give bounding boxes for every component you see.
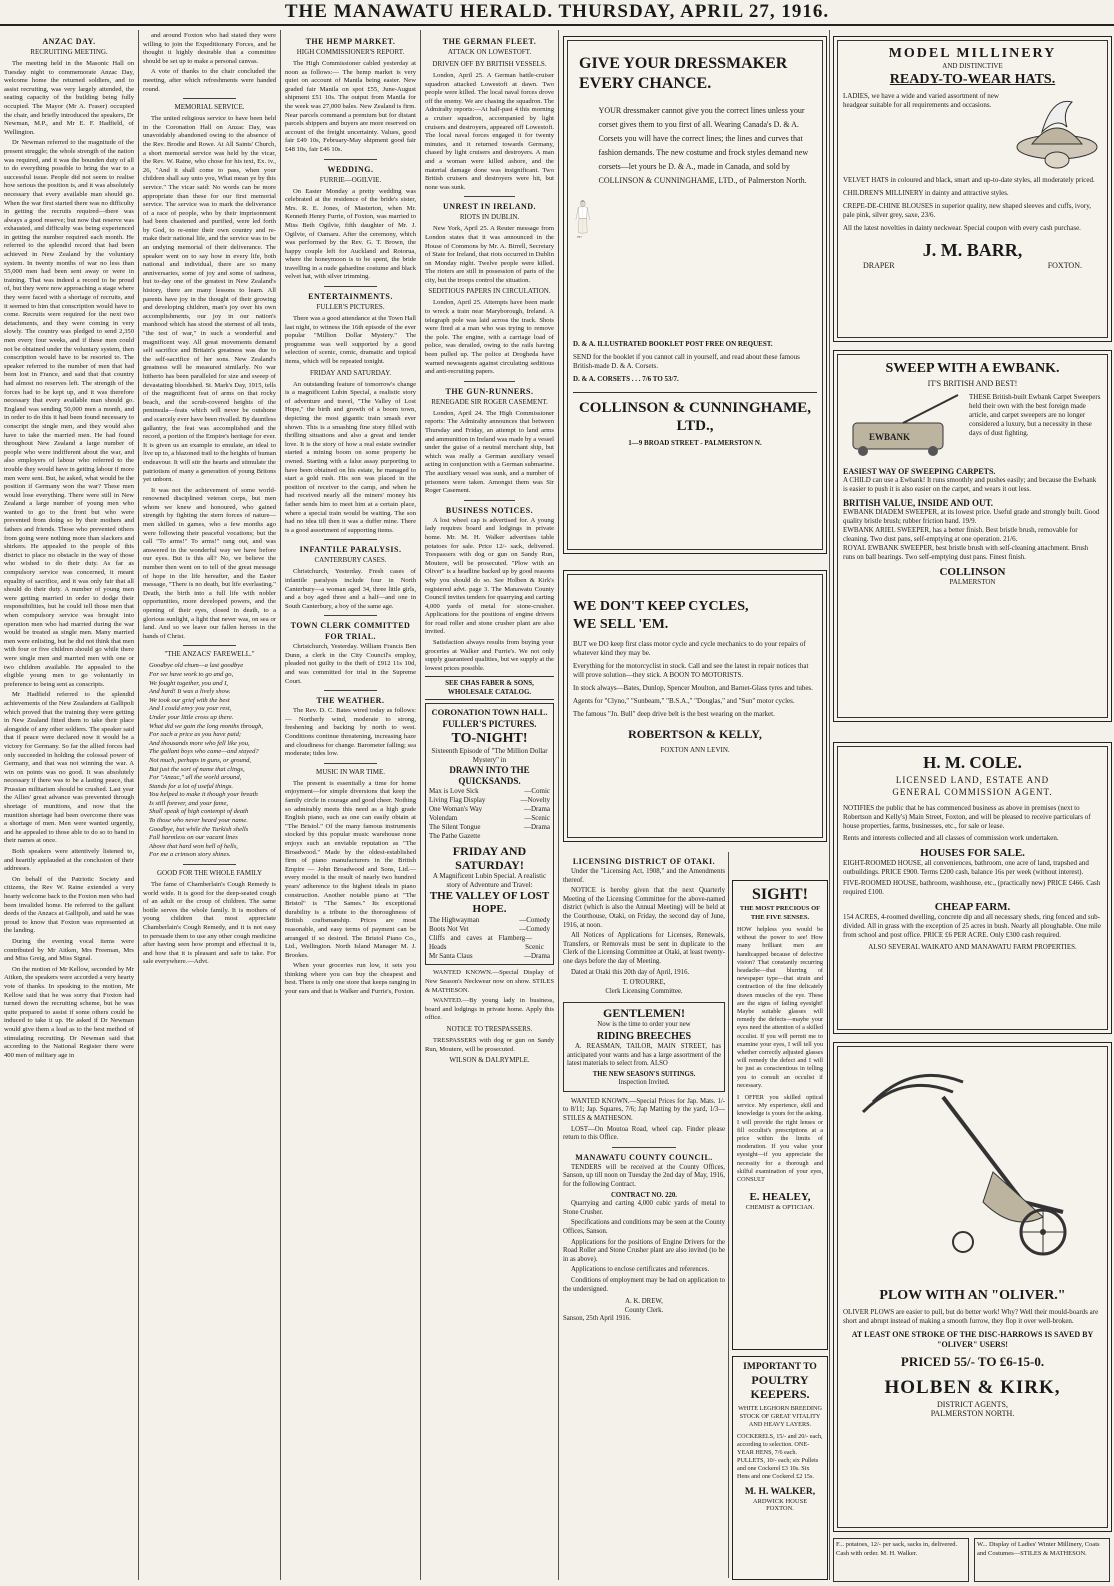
corset-figure-illustration (573, 104, 593, 334)
section-heading: HOUSES FOR SALE. (920, 847, 1025, 859)
listing: ALSO SEVERAL WAIKATO AND MANAWATU FARM PROPERTIES. (868, 943, 1077, 951)
ad-body: CHILDREN'S MILLINERY in dainty and attractive styles. (843, 189, 1009, 197)
ad-body: ROYAL EWBANK SWEEPER, best bristle brush with self-cleaning attachment. Brush runs on ball bearings. Two self-emptying dust pans. Finest finish. (843, 544, 1089, 561)
poem-line: For "Anzac," all the world around, (149, 774, 242, 782)
program-title: The Silent Tongue (429, 823, 481, 832)
ad-line: SEND for the booklet if you cannot call in yourself, and read about these famous British-made D. & A. Corsets. (573, 353, 800, 370)
masthead: THE MANAWATU HERALD. THURSDAY, APRIL 27, 1916. (0, 0, 1114, 26)
classified-ad: WANTED KNOWN.—Special Prices for Jap. Mats. 1/- to 8/11; Jap. Squares, 7/6; Jap Matting by the yard, 1/3—STILES & MATHESON. (563, 1097, 725, 1123)
classified-ad: WANTED.—By young lady in business, board and lodgings in private home. Apply this office. (425, 997, 554, 1022)
ad-body: NOTIFIES the public that he has commenced business as above in premises (next to Robertson and Kelly's) Main Street, Foxton, and will be pleased to receive particulars of house properties, farms, businesses, etc., for sale or lease. (843, 804, 1091, 830)
subheadline: DRIVEN OFF BY BRITISH VESSELS. (432, 60, 547, 68)
firm-name: E. HEALEY, (749, 1191, 811, 1204)
headline: THE GUN-RUNNERS. (445, 386, 534, 396)
firm-town: PALMERSTON (949, 578, 996, 586)
listing: FIVE-ROOMED HOUSE, bathroom, washhouse, etc., (practically new) PRICE £466. Cash required £100. (843, 879, 1101, 896)
poem-line: Under your little cross up there. (149, 713, 234, 721)
notices-column (563, 852, 725, 1578)
firm-name: COLLINSON (939, 566, 1006, 578)
program-title: Boots Not Vet (429, 925, 469, 934)
ad-body: EWBANK ARIEL SWEEPER, has a better finish. Best bristle brush, removable for cleaning. Two dust pans, self-emptying at one operation. 21/6. (843, 526, 1078, 543)
program-genre: —Scenic (525, 934, 544, 952)
ad-line: EASIEST WAY OF SWEEPING CARPETS. (843, 467, 996, 476)
ad-body: VELVET HATS in coloured and black, smart and up-to-date styles, all moderately priced. (843, 176, 1095, 184)
poem-line: Above that hard won hell of hells, (149, 842, 238, 850)
classified-ad: F... potatoes, 12/- per sack, sacks in, delivered. Cash with order. M. H. Walker. (833, 1538, 969, 1582)
firm-address: FOXTON. (766, 1505, 794, 1512)
tonight-banner: TO-NIGHT! (451, 731, 528, 747)
headline: WEDDING. (327, 164, 374, 174)
article-paragraph: Christchurch, Yesterday. Fresh cases of infantile paralysis include four in North Canterbury—a woman aged 34, three little girls, and a boy aged three and a half—and one in South Canterbury, a boy of the same age. (285, 568, 416, 610)
ad-body: HOW helpless you would be without the power to see! How many brilliant men are handicapped because of defective vision? That constantly recurring headache—that blurring of newspaper type—that strain and contraction of the fine delicately drawn muscles of the eye. These are the signs of failing eyesight! Maybe suitable glasses will remedy the defects—maybe your eyes need the attention of a skilled occulist. If you will permit me to examine your eyes, I will tell you whether correctly adjusted glasses will remedy the defect and I will be just as conscientious in telling you to consult an occulist if necessary. (737, 926, 823, 1089)
headline: ANZAC DAY. (42, 37, 96, 46)
column-rule (829, 30, 830, 1580)
classified-ad: W... Display of Ladies' Winter Millinery, Coats and Costumes—STILES & MATHESON. (974, 1538, 1110, 1582)
signature-title: County Clerk. (624, 1306, 664, 1314)
program-item (429, 952, 550, 961)
poem-line: And thousands more who fell like you, (149, 739, 250, 747)
ad-subheadline: THE MOST PRECIOUS OF THE FIVE SENSES. (739, 905, 821, 921)
column-rule (138, 30, 139, 1580)
firm-line (843, 261, 1102, 270)
notice-text: Applications for the positions of Engine Drivers for the Road Roller and Stone Crusher plant are also invited (to be in as above). (563, 1238, 725, 1263)
divider (324, 615, 376, 616)
cinema-name: FULLER'S PICTURES. (442, 719, 537, 730)
program-item (429, 814, 550, 823)
divider (324, 690, 376, 691)
headline: UNREST IN IRELAND. (442, 202, 537, 212)
plow-ad (833, 1042, 1112, 1532)
ad-headline: POULTRY (751, 1373, 809, 1387)
episode-line: Sixteenth Episode of "The Million Dollar Mystery" in (431, 747, 548, 765)
program-item (429, 832, 550, 841)
ad-line: D. & A. ILLUSTRATED BOOKLET POST FREE ON REQUEST. (573, 340, 773, 348)
land-agent-ad (833, 742, 1112, 1034)
price-line: D. & A. CORSETS . . . 7/6 TO 53/7. (573, 375, 679, 383)
feature-title: DRAWN INTO THE QUICKSANDS. (449, 765, 530, 787)
ad-line: AT LEAST ONE STROKE OF THE DISC-HARROWS IS SAVED BY "OLIVER" USERS! (851, 1330, 1094, 1349)
ad-body: WHITE LEGHORN BREEDING STOCK OF GREAT VITALITY AND HEAVY LAYERS. (738, 1405, 822, 1428)
firm-town: PALMERSTON NORTH. (930, 1409, 1015, 1418)
article-paragraph: A vote of thanks to the chair concluded the meeting, after which refreshments were handed round. (143, 68, 276, 93)
article-paragraph: It was not the achievement of some world-renowned disciplined veteran corps, but men whom we knew and honoured, who gained strength by fighting the stern forces of nature—men skilled in games, who a few months ago were following their peaceful vocations; but the call "To arms!" To arms!" rang out, and was answered in the wonderful way we have before our eyes. But is this all? No, we believe the number then went on to tell of the great message of hope in the life hereafter, and the Easter message, "There is no death, but life everlasting." Death, the birth into a full life with nobler opportunities, more developed powers, and the opening of their eyes, closed in death, to a glorious sunlight, a light that never was, on sea or land. And so we leave our fallen heroes in the hands of Christ. (143, 486, 276, 640)
divider (183, 98, 236, 99)
headline: LICENSING DISTRICT OF OTAKI. (572, 857, 716, 866)
program-title: Max is Love Sick (429, 787, 479, 796)
poem-line: Fall harmless on our vacant lines (149, 834, 238, 842)
notice-text: Dated at Otaki this 20th day of April, 1916. (571, 968, 690, 976)
article-paragraph: The united religious service to have been held in the Coronation Hall on Anzac Day, was unavoidably abandoned owing to the absence of the Rev. Brodie and Rowe. At All Saints' Church, a short memorial service was held by the vicar, the Rev. W. Raine, who chose for his text, Ex. iv., 26, "And it shall come to pass, when your children shall say unto you, What mean ye by this service." The vicar said: No words can be more appropriate than these for our first memorial service. The service was to mark the deliverance of a race of people, who by their imprisonment had been chastened and purified, were led forth by God, to re-enter their own country and re-make their national life, and the service was to be an undying memorial of their deliverance. The speaker went on to say how in every life, both national and individual, there are so many anniversaries, some of joy and some of sadness, but to-day one of the greatest in New Zealand's history, there are many lessons to learn. All parents have joy in the thought of their growing and developing children, man's joy over his own accomplishments, our joy in our nation's manhood which has stood the sternest of all tests, "the test of war," in such a wonderful and magnificent way. All great movements demand self sacrifice and Britain's greatness was due to the self-sacrifice of her sons. New Zealand's greatness will be measured similarly. No war hitherto has been paralleled for size and sweep of devastating bloodshed. St. Mark's Day, 1915, tells of the magnificent feat of arms on that rocky beach, and the scrub-covered heights of the peninsula—feats which will never be outshone and scarcely ever have been rivalled. By dauntless gallantry, the feat was accomplished and the record, a portion of the Empire's heritage for ever. It is given us an example to emulate, an ideal to live up to, a blazoned trail to the heights of human endeavour. It will stir the hearts and stimulate the patriotism of many a generation of young Britons yet unborn. (143, 115, 276, 484)
ad-body: All the latest novelties in dainty neckwear. Special coupon with every cash purchase. (843, 224, 1081, 232)
program-title: Cliffs and caves at Flamberg Heads (429, 934, 526, 952)
firm-role: CHEMIST & OPTICIAN. (745, 1204, 815, 1212)
ad-headline: RIDING BREECHES (596, 1030, 692, 1042)
article-paragraph: London, April 25. A German battle-cruiser squadron attacked Lowestoft at dawn. Two people were killed. The local naval forces drove off the enemy. We are chasing the squadron. The Admiralty reports:—At half-past 4 this morning a cruiser squadron, accompanied by light cruisers and destroyers, appeared off Lowestoft. The local naval forces engaged it for twenty minutes, and it returned towards Germany, chased by light cruisers and destroyers. A man and a woman were killed ashore, and the material damage done was insignificant. Two British cruisers and destroyers were hit, but none was sunk. (425, 72, 554, 191)
ad-headline: GIVE YOUR DRESSMAKER EVERY CHANCE. (579, 55, 788, 92)
column-memorial (143, 32, 276, 1580)
ad-headline: WE SELL 'EM. (573, 617, 669, 632)
ad-subheadline: GENERAL COMMISSION AGENT. (892, 787, 1053, 797)
subheadline: CANTERBURY CASES. (314, 556, 387, 565)
firm-town: FOXTON. (1047, 261, 1082, 270)
ad-body: THESE British-built Ewbank Carpet Sweepers held their own with the best foreign made article, and carpet sweepers are no longer considered a luxury, but a necessity in these days of dust fighting. (969, 393, 1101, 437)
poem-line: We took our grief with the best (149, 696, 230, 704)
classified-ad: LOST—On Moutoa Road, wheel cap. Finder please return to this Office. (563, 1125, 725, 1142)
divider (183, 645, 236, 646)
subheadline: MEMORIAL SERVICE. (174, 103, 245, 112)
firm-name: ROBERTSON & KELLY, (628, 727, 762, 741)
poultry-ad (732, 1356, 828, 1580)
notice-text: NOTICE is hereby given that the next Quarterly Meeting of the Licensing Committee for the above-named district (which is also the Annual Meeting) will be held at the Courthouse, Otaki, on Friday, the second day of June, 1916, at noon. (563, 887, 725, 929)
article-paragraph: A lost wheel cap is advertised for. A young lady requires board and lodgings in private home. Mr. M. H. Walker advertises table potatoes for sale. Price 12/- sack, delivered. Trespassers with dog or gun on Sandy Run, Moutere, will be prosecuted. "Plow with an Oliver" is a headline backed up by good reasons why you should do so. See Holben & Kirk's registered advt. page 3. The Manawatu County Council invites tenders for quarrying and carting 4,000 yards of metal for stone-crusher. Applications for the positions of engine drivers for road roller and stone crusher plant are also invited. (425, 516, 554, 636)
ad-headline: WE DON'T KEEP CYCLES, (573, 599, 749, 614)
article-paragraph: Satisfaction always results from buying your groceries at Walker and Furrie's. We not only supply guaranteed qualities, but we supply at the lowest prices possible. (425, 639, 554, 672)
ad-body: YOUR dressmaker cannot give you the correct lines unless your corset gives them to you first of all. Wearing Canada's D. & A. Corsets you will have the correct lines; the lines and curves that fashion demands. The new costume and frock styles demand new corsets—let yours be D. & A., made in Canada, and sold by COLLINSON & CUNNINGHAME, LTD., of Palmerston North. (598, 106, 809, 185)
ad-body: OLIVER PLOWS are easier to pull, but do better work! Why? Well their mould-boards are short and abrupt instead of making a smooth furrow, they flop it over well-broken. (843, 1308, 1099, 1325)
ad-body: EWBANK DIADEM SWEEPER, at its lowest price. Useful grade and strongly built. Good quality bristle brush; rubber friction band. 19/9. (843, 508, 1100, 525)
carpet-sweeper-illustration (843, 393, 963, 463)
ad-headline: SIGHT! (751, 886, 808, 903)
headline: ENTERTAINMENTS. (308, 292, 393, 302)
article-paragraph: Both speakers were attentively listened to, and heartily applauded at the conclusion of their addresses. (4, 848, 134, 873)
ad-headline: AND DISTINCTIVE (942, 62, 1003, 70)
article-paragraph: The meeting held in the Masonic Hall on Tuesday night to commemorate Anzac Day, welcome home the returned soldiers, and to assist recruiting, was very largely attended, the seating capacity of the building being fully occupied. The Mayor (Mr A. Fraser) occupied the chair, and briefly introduced the speakers, Dr Newman, M.P., and Mr E. F. Hadfield, of Wellington. (4, 60, 134, 136)
program-item (429, 823, 550, 832)
program-item (429, 805, 550, 814)
article-paragraph: Mr Hadfield referred to the splendid achievements of the New Zealanders at Gallipoli which proved that the training they were getting in New Zealand fitted them to take their place alongside of any other soldiers. The speaker said that if peace were declared now it would be a victory for Germany. So far the allied forces had only succeeded in holding the colossal power of Germany, and that was not winning the war. A win on points was no good. It was absolutely necessary if there was to be a lasting peace, that Prussian militarism should be crushed. Last year the Allies' great advance was prevented through shortage of munitions, and now that the munition shortage had been overcome there was a shortage of men. Men were wanted urgently, and he appealed to those able to do so to band in their names at once. (4, 691, 134, 845)
firm-address: ARDWICK HOUSE (752, 1498, 808, 1505)
ad-headline: KEEPERS. (750, 1387, 810, 1401)
divider (464, 500, 516, 501)
contract-number: CONTRACT NO. 220. (611, 1191, 677, 1199)
article-paragraph: On behalf of the Patriotic Society and citizens, the Rev W. Raine extended a very hearty welcome back to the Foxton men who had been invalided home. He referred to the gallant deeds of the Anzacs at Gallipoli, and said he was proud to know that Foxton was represented at the landing. (4, 875, 134, 935)
corset-ad (563, 36, 827, 554)
program-item (429, 925, 550, 934)
special-line: A Magnificent Lubin Special. A realistic story of Adventure and Travel: (432, 872, 547, 890)
headline: TOWN CLERK COMMITTED FOR TRIAL. (290, 621, 411, 642)
signature: A. K. DREW, (625, 1298, 663, 1306)
article-paragraph: New York, April 25. A Reuter message from London states that it was announced in the House of Commons by Mr. A. Birrell, Secretary of State for Ireland, that riots occurred in Dublin on Monday night. Twelve people were killed. The rioters are still in possession of parts of the city, but the troops control the situation. (425, 225, 554, 284)
pictures-ad (425, 703, 554, 965)
poem-line: The gallant boys who came—and stayed? (149, 748, 259, 756)
divider (464, 381, 516, 382)
program-item (429, 796, 550, 805)
ad-line: BRITISH VALUE, INSIDE AND OUT. (843, 498, 994, 508)
ewbank-ad (833, 350, 1112, 722)
program-genre: —Comedy (519, 916, 550, 925)
notice-text: Conditions of employment may be had on application to the undersigned. (563, 1276, 725, 1293)
millinery-ad (833, 36, 1112, 342)
breeches-ad (563, 1002, 725, 1092)
poem-line: And hard! It was a lively show. (149, 688, 231, 696)
firm-name: J. M. BARR, (922, 240, 1023, 260)
column-rule (728, 852, 729, 1578)
subheadline: RIOTS IN DUBLIN. (459, 213, 520, 222)
listing: EIGHT-ROOMED HOUSE, all conveniences, bathroom, one acre of land, trapshed and outbuildings. PRICE £900. Terms £200 cash, balance 16s per week (without interest). (843, 859, 1089, 876)
feature-title: THE VALLEY OF LOST HOPE. (429, 890, 550, 916)
headline: THE GERMAN FLEET. (442, 37, 537, 46)
poem-line: Goodbye, but while the Turkish shells (149, 825, 249, 833)
poem-line: But just the sort of name that clings, (149, 765, 245, 773)
headline: BUSINESS NOTICES. (445, 505, 534, 515)
firm-name: COLLINSON & CUNNINGHAME, LTD., (573, 392, 817, 435)
headline: MANAWATU COUNTY COUNCIL. (575, 1152, 713, 1162)
ad-headline: SWEEP WITH A EWBANK. (885, 361, 1060, 376)
column-rule (420, 30, 421, 1580)
article-paragraph: The High Commissioner cabled yesterday at noon as follows:— The hemp market is very quiet on account of Manila being easier. New graded fair Manila on spot £55, June-August shipment £51 10s. The output from Manila for the week was 27,000 bales. New Zealand is firm. Near parcels command a premium but for distant parcels shippers and buyers are more reserved on account of the freight uncertainty. Values, good fair £49 10s, February-May shipment good fair £48 10s, fair £46 10s. (285, 60, 416, 153)
firm-address: FOXTON ANN LEVIN. (660, 746, 730, 754)
ad-body: LADIES, we have a wide and varied assortment of new headgear suitable for all requirements and occasions. (843, 92, 999, 109)
article-paragraph: On Easter Monday a pretty wedding was celebrated at the residence of the bride's sister, Mrs. R. E. Jones, of Masterton, when Mr. Kenneth Henry Furrie, of Foxton, was married to Miss Beth Ogilvie, fifth daughter of Mr. J. Ogilvie, of Oamaru. After the ceremony, which was performed by the Rev. G. T. Brown, the happy couple left for Auckland and Rotorua, where the honeymoon is to be spent, the bride travelling in a nude gabardine costume and black velvet hat, with silver trimming. (285, 187, 416, 281)
venue-name: CORONATION TOWN HALL. (431, 707, 548, 718)
subheadline: FRIDAY AND SATURDAY. (310, 368, 391, 377)
poem (143, 662, 276, 860)
subheadline: RECRUITING MEETING. (30, 48, 108, 56)
article-paragraph: An outstanding feature of tomorrow's change is a magnificent Lubin Special, a realistic story of adventure and travel, "The Valley of Lost Hope," the birth and growth of a boom town, depicting the most gigantic train smash ever shown. This is a smashing fine story filled with thrilling situations and also a great and tender love. It is the story of how a real estate swindler started a mining boom on some property he owned. Starting with a false assay purporting to have been obtained on his estate, he managed to start a gold rush. His son was placed in the position of receiver to the camp, and when he had received nearly all the miners' money his father sends him to meet him at a certain place, where a special train would be waiting. The son had no idea till then it was a duffer mine. There is a good assortment of supporting items. (285, 380, 416, 534)
ad-subheadline: IT'S BRITISH AND BEST! (927, 379, 1018, 388)
poem-line: For me a crimson story shines. (149, 851, 231, 859)
headline: INFANTILE PARALYSIS. (299, 545, 402, 555)
program-genre: —Comedy (519, 925, 550, 934)
ad-headline: MODEL MILLINERY (888, 46, 1057, 61)
weekend-banner: FRIDAY AND SATURDAY! (452, 844, 527, 873)
poem-line: For such a price as you have paid; (149, 731, 242, 739)
ad-body: Rents and interests collected and all classes of commission work undertaken. (843, 834, 1059, 842)
notice-text: Under the "Licensing Act, 1908," and the Amendments thereof. (563, 868, 725, 884)
ad-body: I OFFER you skilled optical service. My experience, skill and knowledge is yours for the asking. I will provide the right lenses or fill occulist's prescriptions at a price within the limits of moderation. If you value your eyesight—if you appreciate the necessity for a thorough and skilful examination of your eyes, CONSULT (737, 1094, 823, 1184)
notice-text: Specifications and conditions may be seen at the County Offices, Sanson. (563, 1219, 725, 1235)
article-paragraph: There was a good attendance at the Town Hall last night, to witness the 16th episode of the ever popular "Million Dollar Mystery." The programme was well supported by a good selection of scenic, comic, dramatic and topical items, which will be repeated tonight. (285, 315, 416, 366)
notice-text: TENDERS will be received at the County Offices, Sanson, up till noon on Tuesday the 2nd day of May, 1916, for the following Contract. (563, 1163, 725, 1189)
divider (324, 539, 376, 540)
poem-line: Stands for a lot of useful things. (149, 782, 234, 790)
poem-line: For we have work to go and go, (149, 670, 234, 678)
poem-line: You helped to make it though your breath (149, 791, 258, 799)
subheadline: MUSIC IN WAR TIME. (316, 767, 385, 776)
program-genre: —Drama (523, 952, 550, 961)
divider (612, 1147, 677, 1148)
firm-role: DRAPER (863, 261, 895, 270)
notice-text: Applications to enclose certificates and references. (571, 1266, 710, 1274)
signature-title: Clerk Licensing Committee. (605, 987, 683, 995)
ad-body: A CHILD can use a Ewbank! It runs smoothly and pushes easily; and because the Ewbank is easier to push it is also easier on the carpet, and wears it out less. (843, 476, 1097, 493)
program-genre: —Comic (524, 787, 550, 796)
optician-ad (732, 880, 828, 1350)
program-title: The Pathe Gazette (429, 832, 481, 841)
firm-role: DISTRICT AGENTS, (937, 1400, 1008, 1409)
notice-text: All Notices of Applications for Licenses, Renewals, Transfers, or Removals must be sent in duplicate to the Clerk of the Licensing Committee at Otaki, at least twenty-one days before the day of Meeting. (563, 932, 725, 965)
ad-body: CREPE-DE-CHINE BLOUSES in superior quality, new shaped sleeves and cuffs, ivory, pale pink, silver grey, saxe, 23/6. (843, 202, 1092, 219)
ad-headline: IMPORTANT TO (743, 1362, 817, 1372)
poem-line: To those who never heard your name. (149, 817, 248, 825)
ad-body: BUT we DO keep first class motor cycle and cycle mechanics to do your repairs of whatever kind they may be. (573, 640, 806, 657)
article-paragraph: On the motion of Mr Kellow, seconded by Mr Aitken, the speakers were accorded a very hearty vote of thanks. In speaking to the motion, Mr Kellow said that he was sorry that Foxton had turned down the recruiting scheme, but he was quite prepared to assist if some others could be induced to take it up. He asked if Dr Newman would give them a lead as to the best method of stimulating recruiting. Dr Newman said that according to the National Register there were 400 men of military age in (4, 965, 134, 1059)
subheadline: "THE ANZACS' FAREWELL." (164, 650, 255, 659)
brand-name: EWBANK (869, 432, 911, 442)
column-news (285, 32, 416, 1580)
program-genre: —Novelty (520, 796, 550, 805)
ad-headline: GENTLEMEN! (602, 1006, 685, 1021)
article-paragraph: and around Foxton who had stated they were willing to join the Expeditionary Forces, and he thought it highly desirable that a committee should be set up to make a personal canvas. (143, 32, 276, 65)
signature: WILSON & DALRYMPLE. (449, 1056, 530, 1065)
poem-line: We fought together, you and I, (149, 679, 229, 687)
program-list (429, 916, 550, 961)
program-genre: —Drama (523, 805, 550, 814)
divider (324, 763, 376, 764)
article-paragraph: Dr Newman referred to the magnitude of the present struggle; the whole strength of the nation was required, and it was the bounden duty of all to do everything possible to bring the war to a successful issue. People did not seem to realise how serious the position is, and it was absolutely necessary that every available man should go. When the war first started there was no difficulty in getting the recruits required—there was always a good reserve; but now that reserve was exhausted, and difficulty was being experienced in getting the number required each month. He referred to the splendid record that had been achieved in New Zealand by the voluntary system. In twenty months of war no less than 55,000 men had been sent away or were in training. That was indeed a record to be proud of, but they were now approaching a stage where they were faced with a shortage of recruits, and it seemed to him that conscription would have to come. Recruits were required for the next two detachments, and they were coming in very slowly. The country was pledged to send 2,350 men every four weeks, and if these men could not be obtained under the voluntary system, then conscription would have to be resorted to. The speaker referred to the number of men that had been lost in France, and said that that country had almost no reserves left. The strength of the forces had to be kept up, and it was therefore necessary that every available man should go. England was sending 50,000 men a month, and in order to do this it had been found necessary to conscript the single men, and they would also have to take the married men. He had found throughout New Zealand a large number of people who were indifferent about the war, and also employers of labour who referred to the trouble they would have in getting labour if more men were sent. But, he asked, what would be the position if Germany won the war? These men would lose everything. There were still in New Zealand a large number of young men who wanted to go to the front but who were prevented from doing so by their mothers and fathers and friends. Those who prevented others from going were nothing more than slackers and shirkers. He appealed to the people of this district to place no obstacle in the way of those who wished to do their duty. As far as compulsory service was concerned, it meant equality of sacrifice, and it was only fair that all should do their duty. A number of young men were getting married in order to dodge their responsibilities, but he could tell those men that when compulsory service was brought into operation men who had married during the war would be treated as single men. Many married men were enlisting, but he did not think that men with four or five children should go while there were single men and married men with one or two children available. He appealed to the eligible young men to go voluntarily in preference to being sent as conscripts. (4, 139, 134, 688)
divider (324, 286, 376, 287)
program-list (429, 787, 550, 841)
program-title: Volendam (429, 814, 458, 823)
ad-body: Everything for the motorcyclist in stock. Call and see the latest in repair notices that will prove solution—they stick. A BOON TO MOTORISTS. (573, 662, 809, 679)
ad-headline: H. M. COLE. (923, 753, 1022, 772)
headline: THE WEATHER. (316, 696, 385, 706)
article-paragraph: The fame of Chamberlain's Cough Remedy is world wide. It is good for the deep-seated cough of an adult or the croup of children. The same bottle serves the whole family. It is mothers of young children that most appreciate Chamberlain's Cough Remedy, and it is not easy to persuade them to use any other cough medicine after having seen how prompt and effectual it is, and how that it is pleasant and safe to take. For sale everywhere.—Advt. (143, 881, 276, 966)
divider (324, 159, 376, 160)
article-paragraph: The present is essentially a time for home enjoyment—for simple diversions that keep the family circle in courage and good cheer. Nothing so admirably meets this need as a high grade English piano, such as one can easily obtain at "The Bristol." Of the many famous instruments stocked by this popular music warehouse none enjoys such an enviable reputation as "The Broadwood." Made by the oldest-established firm of piano manufacturers in the British Empire — John Broadwood and Sons, Ltd.— every model is the result of nearly two hundred years' adherence to the highest ideals in piano construction. Another notable piano at "The Bristol" is "The Sames." Its exceptional durability is a tribute to the thoroughness of British craftsmanship. Prices are most reasonable, and easy terms of payment can be arranged if so desired. The Bristol Piano Co., Ltd., Wellington. North Island Manager M. J. Brookes. (285, 779, 416, 959)
article-paragraph: When your groceries run low, it sets you thinking where you can buy the cheapest and best. There is only one store that keeps ranging in your ears and that is Walker and Furrie's, Foxton. (285, 962, 416, 996)
poem-line: Is still forever, and your fame, (149, 799, 229, 807)
headline: THE HEMP MARKET. (305, 37, 396, 46)
ad-line: Inspection Invited. (618, 1079, 670, 1087)
program-title: Mr Santa Claus (429, 952, 473, 961)
subheadline: RENEGADE SIR ROGER CASEMENT. (431, 397, 548, 406)
ad-line: THE NEW SEASON'S SUITINGS. (592, 1070, 696, 1078)
section-heading: CHEAP FARM. (934, 901, 1011, 913)
firm-name: HOLBEN & KIRK, (884, 1377, 1061, 1398)
ad-body: Now is the time to order your new (597, 1021, 691, 1029)
poem-line: What did we gain the long months through, (149, 722, 264, 730)
subheadline: FURRIE—OGILVIE. (319, 175, 382, 184)
ad-subheadline: LICENSED LAND, ESTATE AND (895, 775, 1050, 785)
listing: 154 ACRES, 4-roomed dwelling, concrete dip and all necessary sheds, ring fenced and sub-divided. All in grass with the exception of 25 acres in bush. Nearly all ploughable. One mile from school and post office. PRICE £6 PER ACRE. Only £300 cash required. (843, 913, 1101, 939)
program-item (429, 934, 550, 952)
notice-date: Sanson, 25th April 1916. (563, 1315, 631, 1323)
article-paragraph: During the evening vocal items were contributed by Mr Aitken, Mrs Freeman, Mrs and Miss Greig, and Miss Signal. (4, 937, 134, 963)
poem-line: Shall speak of high contempt of death (149, 808, 249, 816)
program-genre: —Drama (523, 823, 550, 832)
ad-body: The famous "Jn. Bull" deep drive belt is the best wearing on the market. (573, 710, 775, 718)
program-item (429, 916, 550, 925)
subheadline: ATTACK ON LOWESTOFT. (447, 48, 532, 56)
column-anzac-day (4, 32, 134, 1580)
signature: T. O'ROURKE, (622, 979, 666, 987)
article-paragraph: Christchurch, Yesterday. William Francis Ben Dunn, a clerk in the City Council's employ, pleaded not guilty to the theft of £912 11s 10d, and was committed for trial in the Supreme Court. (285, 643, 416, 685)
ad-body: Agents for "Clyno," "Sunbeam," "B.S.A.," "Douglas," and "Sun" motor cycles. (573, 697, 795, 705)
ad-headline: PLOW WITH AN "OLIVER." (879, 1288, 1066, 1303)
poem-line: Not much, perhaps in guns, or ground, (149, 756, 252, 764)
ad-body: In stock always—Bates, Dunlop, Spencer Moulton, and Barnet-Glass tyres and tubes. (573, 684, 813, 692)
column-rule (558, 30, 559, 1580)
price-line: PRICED 55/- TO £6-15-0. (900, 1354, 1045, 1369)
divider (183, 864, 236, 865)
program-item (429, 787, 550, 796)
poem-line: Goodbye old chum—a last goodbye (149, 662, 244, 670)
classified-ad: WANTED KNOWN.—Special Display of New Season's Neckwear now on show. STILES & MATHESON. (425, 969, 554, 994)
article-paragraph: London, April 24. The High Commissioner reports: The Admiralty announces that between Thursday and Friday, an attempt to land arms and ammunition in Ireland was made by a vessel under the guise of a neutral merchant ship, but which was really a German auxiliary vessel acting in conjunction with a German submarine. The auxiliary vessel was sunk, and a number of prisoners were taken. Amongst them was Sir Roger Casement. (425, 409, 554, 495)
subheadline: NOTICE TO TRESPASSERS. (446, 1025, 533, 1033)
hat-illustration (1012, 92, 1102, 172)
article-paragraph: The Rev. D. C. Bates wired today as follows:— Northerly wind, moderate to strong, freshening and backing by north to west. Conditions continue threatening, increasing haze and cloudiness for change. Barometer falling; sea moderate; tides low. (285, 707, 416, 758)
column-cables (425, 32, 554, 1580)
firm-address: 1—9 BROAD STREET - PALMERSTON N. (628, 439, 762, 447)
subheadline: SEDITIOUS PAPERS IN CIRCULATION. (428, 287, 551, 296)
subheadline: FULLER'S PICTURES. (316, 303, 385, 312)
classified-ad: TRESPASSERS with dog or gun on Sandy Run, Moutere, will be prosecuted. (425, 1037, 554, 1053)
poem-line: And I could envy you your rest, (149, 705, 232, 713)
firm-name: M. H. WALKER, (744, 1487, 816, 1497)
notice-text: Quarrying and carting 4,000 cubic yards of metal to Stone Crusher. (563, 1200, 725, 1216)
program-genre: —Scenic (524, 814, 550, 823)
subheadline: HIGH COMMISSIONER'S REPORT. (296, 48, 405, 56)
cycles-ad (563, 570, 827, 842)
catalog-ad: SEE CHAS FABER & SONS, WHOLESALE CATALOG. (425, 676, 554, 700)
program-title: The Highwayman (429, 916, 480, 925)
program-title: One Woman's Way (429, 805, 483, 814)
column-rule (280, 30, 281, 1580)
ad-body: A. REASMAN, TAILOR, MAIN STREET, has anticipated your wants and has a large assortment of the latest materials to select from. ALSO (567, 1042, 721, 1068)
article-paragraph: London, April 25. Attempts have been made to wreck a train near Maryborough, Ireland. A telegraph pole was laid across the track. Shots were fired at a man who was trying to remove the pole. The engine, with a carriage load of police, was derailed, owing to the rails having been pulled up. The police at Drogheda have warned newsagents against circulating seditious and anti-recruiting papers. (425, 299, 554, 376)
brand-logo: D&A (576, 236, 582, 239)
ad-headline: READY-TO-WEAR HATS. (889, 72, 1056, 87)
program-title: Living Flag Display (429, 796, 486, 805)
ad-body: COCKERELS, 15/- and 20/- each, according to selection. ONE-YEAR HENS, 7/6 each. PULLETS, 10/- each; six Pullets and one Cockerel £3 10s. Six Hens and one Cockerel £2 15s. (737, 1433, 823, 1480)
subheadline: GOOD FOR THE WHOLE FAMILY (156, 869, 263, 878)
plow-illustration (843, 1052, 1098, 1282)
divider (464, 196, 516, 197)
